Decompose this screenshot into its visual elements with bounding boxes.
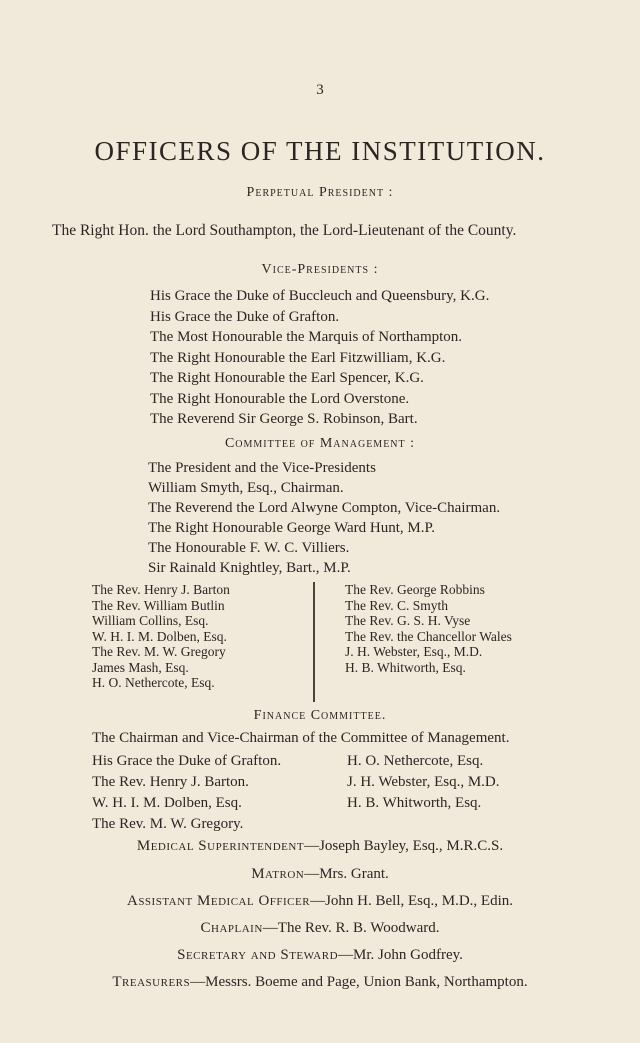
finance-member: The Rev. M. W. Gregory. xyxy=(92,816,244,832)
officer-secretary-steward xyxy=(0,947,640,964)
finance-right-column xyxy=(347,751,500,814)
perpetual-president-name: The Right Hon. the Lord Southampton, the Lord-Lieutenant of the County. xyxy=(52,222,517,239)
committee-line: The Right Honourable George Ward Hunt, M.P. xyxy=(148,520,435,536)
officer-role: Secretary and Steward xyxy=(177,947,339,963)
finance-member: H. B. Whitworth, Esq. xyxy=(347,795,482,811)
officer-name: —Joseph Bayley, Esq., M.R.C.S. xyxy=(304,838,504,854)
column-divider xyxy=(313,582,315,702)
vice-president-name: The Right Honourable the Earl Fitzwilliam, K.G. xyxy=(150,349,446,366)
finance-member: J. H. Webster, Esq., M.D. xyxy=(347,774,500,790)
committee-line: William Smyth, Esq., Chairman. xyxy=(148,480,344,496)
officer-name: —Mrs. Grant. xyxy=(304,866,389,882)
page-number: 3 xyxy=(316,82,324,98)
finance-committee-heading: Finance Committee. xyxy=(253,708,387,723)
committee-member: H. B. Whitworth, Esq. xyxy=(345,659,466,675)
vice-presidents-list xyxy=(150,286,489,430)
finance-member: His Grace the Duke of Grafton. xyxy=(92,753,282,769)
committee-member: The Rev. G. S. H. Vyse xyxy=(345,613,471,628)
officer-role: Matron xyxy=(251,866,305,882)
committee-list xyxy=(148,458,500,578)
committee-left-column xyxy=(92,582,230,691)
officer-role: Assistant Medical Officer xyxy=(126,893,311,909)
officer-assistant-medical-officer xyxy=(0,893,640,910)
vice-president-name: His Grace the Duke of Grafton. xyxy=(150,308,340,325)
officer-matron xyxy=(0,866,640,883)
officer-name: —The Rev. R. B. Woodward. xyxy=(262,920,440,936)
vice-president-name: The Right Honourable the Earl Spencer, K.G. xyxy=(150,370,424,386)
officer-medical-superintendent xyxy=(0,838,640,855)
committee-line: Sir Rainald Knightley, Bart., M.P. xyxy=(148,560,351,576)
officer-name: —Messrs. Boeme and Page, Union Bank, Northampton. xyxy=(190,974,528,990)
officer-name: —Mr. John Godfrey. xyxy=(338,947,463,963)
officer-role: Treasurers xyxy=(112,974,191,990)
officer-chaplain xyxy=(0,920,640,937)
committee-member: James Mash, Esq. xyxy=(92,659,189,675)
committee-member: William Collins, Esq. xyxy=(92,613,209,628)
committee-member: The Rev. C. Smyth xyxy=(345,597,448,613)
finance-left-column xyxy=(92,751,281,835)
page-title: OFFICERS OF THE INSTITUTION. xyxy=(94,136,546,166)
committee-member: The Rev. Henry J. Barton xyxy=(92,582,230,597)
committee-member: The Rev. the Chancellor Wales xyxy=(345,628,512,644)
committee-member: The Rev. George Robbins xyxy=(345,582,485,597)
officer-role: Chaplain xyxy=(200,920,263,936)
committee-right-column xyxy=(345,582,512,675)
officer-treasurers xyxy=(0,974,640,991)
finance-member: W. H. I. M. Dolben, Esq. xyxy=(92,795,242,811)
committee-line: The Reverend the Lord Alwyne Compton, Vice-Chairman. xyxy=(148,500,501,516)
officer-role: Medical Superintendent xyxy=(136,838,305,854)
vice-presidents-heading: Vice-Presidents : xyxy=(261,262,379,277)
finance-committee-intro: The Chairman and Vice-Chairman of the Committee of Management. xyxy=(92,730,510,746)
vice-president-name: The Right Honourable the Lord Overstone. xyxy=(150,390,410,407)
vice-president-name: The Reverend Sir George S. Robinson, Bart. xyxy=(150,411,418,427)
committee-member: H. O. Nethercote, Esq. xyxy=(92,675,215,690)
vice-president-name: The Most Honourable the Marquis of Northampton. xyxy=(150,329,463,345)
committee-member: The Rev. M. W. Gregory xyxy=(92,644,226,659)
vice-president-name: His Grace the Duke of Buccleuch and Queensbury, K.G. xyxy=(150,288,490,304)
officer-name: —John H. Bell, Esq., M.D., Edin. xyxy=(310,893,513,909)
committee-member: W. H. I. M. Dolben, Esq. xyxy=(92,628,227,644)
perpetual-president-heading: Perpetual President : xyxy=(246,185,394,200)
committee-heading: Committee of Management : xyxy=(224,436,416,451)
finance-member: The Rev. Henry J. Barton. xyxy=(92,774,249,790)
committee-line: The President and the Vice-Presidents xyxy=(148,460,376,476)
finance-member: H. O. Nethercote, Esq. xyxy=(347,753,484,769)
committee-member: J. H. Webster, Esq., M.D. xyxy=(345,644,483,659)
committee-line: The Honourable F. W. C. Villiers. xyxy=(148,540,350,556)
committee-member: The Rev. William Butlin xyxy=(92,597,225,613)
